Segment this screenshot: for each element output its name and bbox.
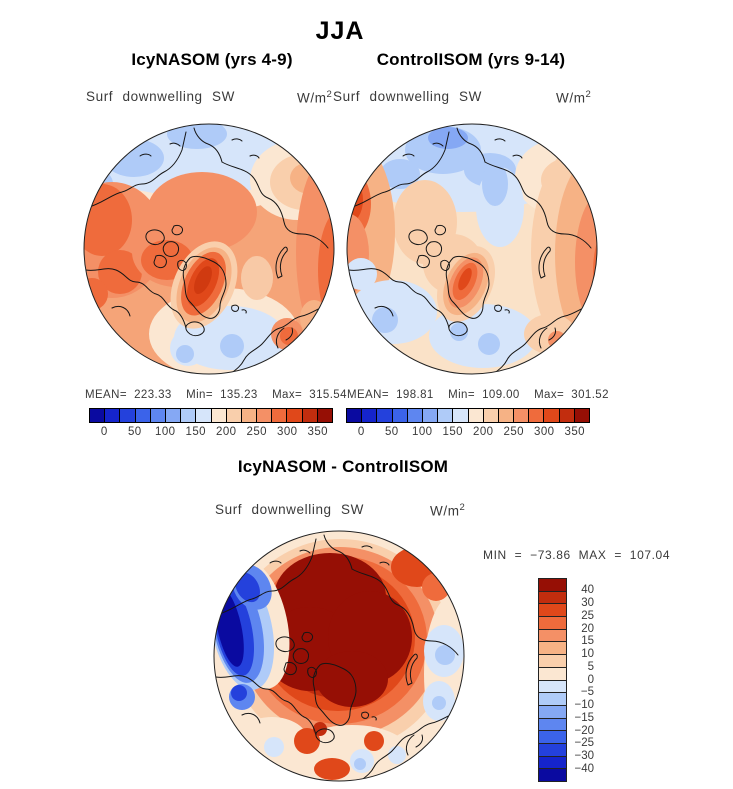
colorbar-segment [538, 768, 567, 782]
colorbar-segment [538, 705, 567, 719]
variable-label-diff: Surf downwelling SW [215, 502, 364, 517]
colorbar-segment [150, 408, 166, 423]
colorbar-segment [574, 408, 590, 423]
stats-right: MEAN= 198.81 Min= 109.00 Max= 301.52 [347, 389, 609, 401]
colorbar-tick-label: 15 [581, 635, 594, 648]
colorbar-tick-label: −20 [574, 724, 594, 737]
colorbar-segment [89, 408, 105, 423]
colorbar-segment [271, 408, 287, 423]
colorbar-tick-label: 0 [357, 426, 365, 438]
units-base: W/m [430, 503, 460, 519]
colorbar-segment [211, 408, 227, 423]
units-label-right [556, 89, 591, 106]
colorbar-tick-label: 350 [564, 426, 585, 438]
colorbar-tick-label: 10 [581, 648, 594, 660]
colorbar-diff-labels [564, 578, 598, 782]
contour-field [82, 122, 336, 376]
colorbar-tick-label: 100 [412, 426, 433, 438]
colorbar-segment [302, 408, 318, 423]
colorbar-tick-label: −10 [574, 699, 594, 711]
colorbar-segment [392, 408, 408, 423]
colorbar-segment [538, 641, 567, 655]
colorbar-segment [538, 654, 567, 668]
panel-title-icynasom: IcyNASOM (yrs 4-9) [131, 50, 293, 69]
colorbar-tick-label: 150 [442, 426, 463, 438]
difference-map [212, 529, 466, 783]
colorbar-segment [422, 408, 438, 423]
colorbar-tick-label: 150 [185, 426, 206, 438]
colorbar-tick-label: 200 [216, 426, 237, 438]
season-title: JJA [315, 17, 365, 45]
colorbar-segment [538, 591, 567, 605]
colorbar-tick-label: 25 [581, 609, 594, 622]
colorbar-tick-label: −40 [574, 762, 594, 775]
colorbar-segment [538, 730, 567, 744]
stats-left: MEAN= 223.33 Min= 135.23 Max= 315.54 [85, 389, 347, 401]
colorbar-segment [538, 756, 567, 770]
colorbar-left-ticks [89, 426, 333, 440]
colorbar-tick-label: 5 [587, 660, 594, 673]
colorbar-left [89, 408, 333, 423]
colorbar-tick-label: 0 [100, 426, 108, 438]
colorbar-segment [538, 578, 567, 592]
colorbar-tick-label: 100 [155, 426, 176, 438]
icynasom-map [82, 122, 336, 376]
colorbar-tick-label: 250 [246, 426, 267, 438]
colorbar-segment [376, 408, 392, 423]
colorbar-segment [361, 408, 377, 423]
colorbar-segment [543, 408, 559, 423]
colorbar-tick-label: 300 [277, 426, 298, 438]
colorbar-segment [538, 692, 567, 706]
colorbar-segment [135, 408, 151, 423]
units-base: W/m [556, 90, 586, 106]
controlisom-map [345, 122, 599, 376]
units-exponent: 2 [585, 89, 592, 100]
contour-field [345, 122, 599, 376]
colorbar-tick-label: 350 [307, 426, 328, 438]
variable-label-right: Surf downwelling SW [333, 89, 482, 104]
colorbar-tick-label: 0 [587, 673, 594, 686]
colorbar-segment [256, 408, 272, 423]
colorbar-tick-label: 250 [503, 426, 524, 438]
colorbar-diff [538, 578, 567, 782]
colorbar-tick-label: 20 [581, 622, 594, 635]
units-exponent: 2 [459, 502, 466, 513]
colorbar-segment [498, 408, 514, 423]
colorbar-segment [528, 408, 544, 423]
units-label-diff [430, 502, 465, 519]
colorbar-segment [119, 408, 135, 423]
diff-title: IcyNASOM - ControlISOM [237, 457, 449, 476]
colorbar-segment [513, 408, 529, 423]
colorbar-tick-label: −25 [574, 737, 594, 750]
colorbar-segment [165, 408, 181, 423]
colorbar-tick-label: 200 [473, 426, 494, 438]
colorbar-segment [483, 408, 499, 423]
colorbar-right [346, 408, 590, 423]
colorbar-right-ticks [346, 426, 590, 440]
units-label-left [297, 89, 332, 106]
colorbar-tick-label: 50 [127, 426, 142, 438]
colorbar-segment [317, 408, 333, 423]
colorbar-segment [452, 408, 468, 423]
colorbar-segment [538, 680, 567, 694]
colorbar-tick-label: −5 [580, 686, 594, 699]
colorbar-segment [226, 408, 242, 423]
colorbar-tick-label: −15 [574, 711, 594, 724]
colorbar-tick-label: 50 [384, 426, 399, 438]
colorbar-segment [286, 408, 302, 423]
variable-label-left: Surf downwelling SW [86, 89, 235, 104]
units-exponent: 2 [326, 89, 333, 100]
units-base: W/m [297, 90, 327, 106]
colorbar-segment [241, 408, 257, 423]
colorbar-segment [559, 408, 575, 423]
colorbar-tick-label: 40 [581, 584, 594, 597]
colorbar-segment [538, 629, 567, 643]
colorbar-segment [538, 616, 567, 630]
colorbar-segment [407, 408, 423, 423]
colorbar-tick-label: 300 [534, 426, 555, 438]
colorbar-segment [180, 408, 196, 423]
colorbar-tick-label: −30 [574, 750, 594, 762]
colorbar-segment [538, 743, 567, 757]
colorbar-segment [538, 718, 567, 732]
colorbar-tick-label: 30 [581, 597, 594, 609]
colorbar-segment [104, 408, 120, 423]
colorbar-segment [538, 667, 567, 681]
colorbar-segment [346, 408, 362, 423]
colorbar-segment [538, 603, 567, 617]
contour-field [212, 529, 466, 783]
panel-title-controlisom: ControlISOM (yrs 9-14) [376, 50, 566, 69]
colorbar-segment [468, 408, 484, 423]
colorbar-segment [195, 408, 211, 423]
colorbar-segment [437, 408, 453, 423]
diff-minmax: MIN = −73.86 MAX = 107.04 [483, 548, 671, 562]
